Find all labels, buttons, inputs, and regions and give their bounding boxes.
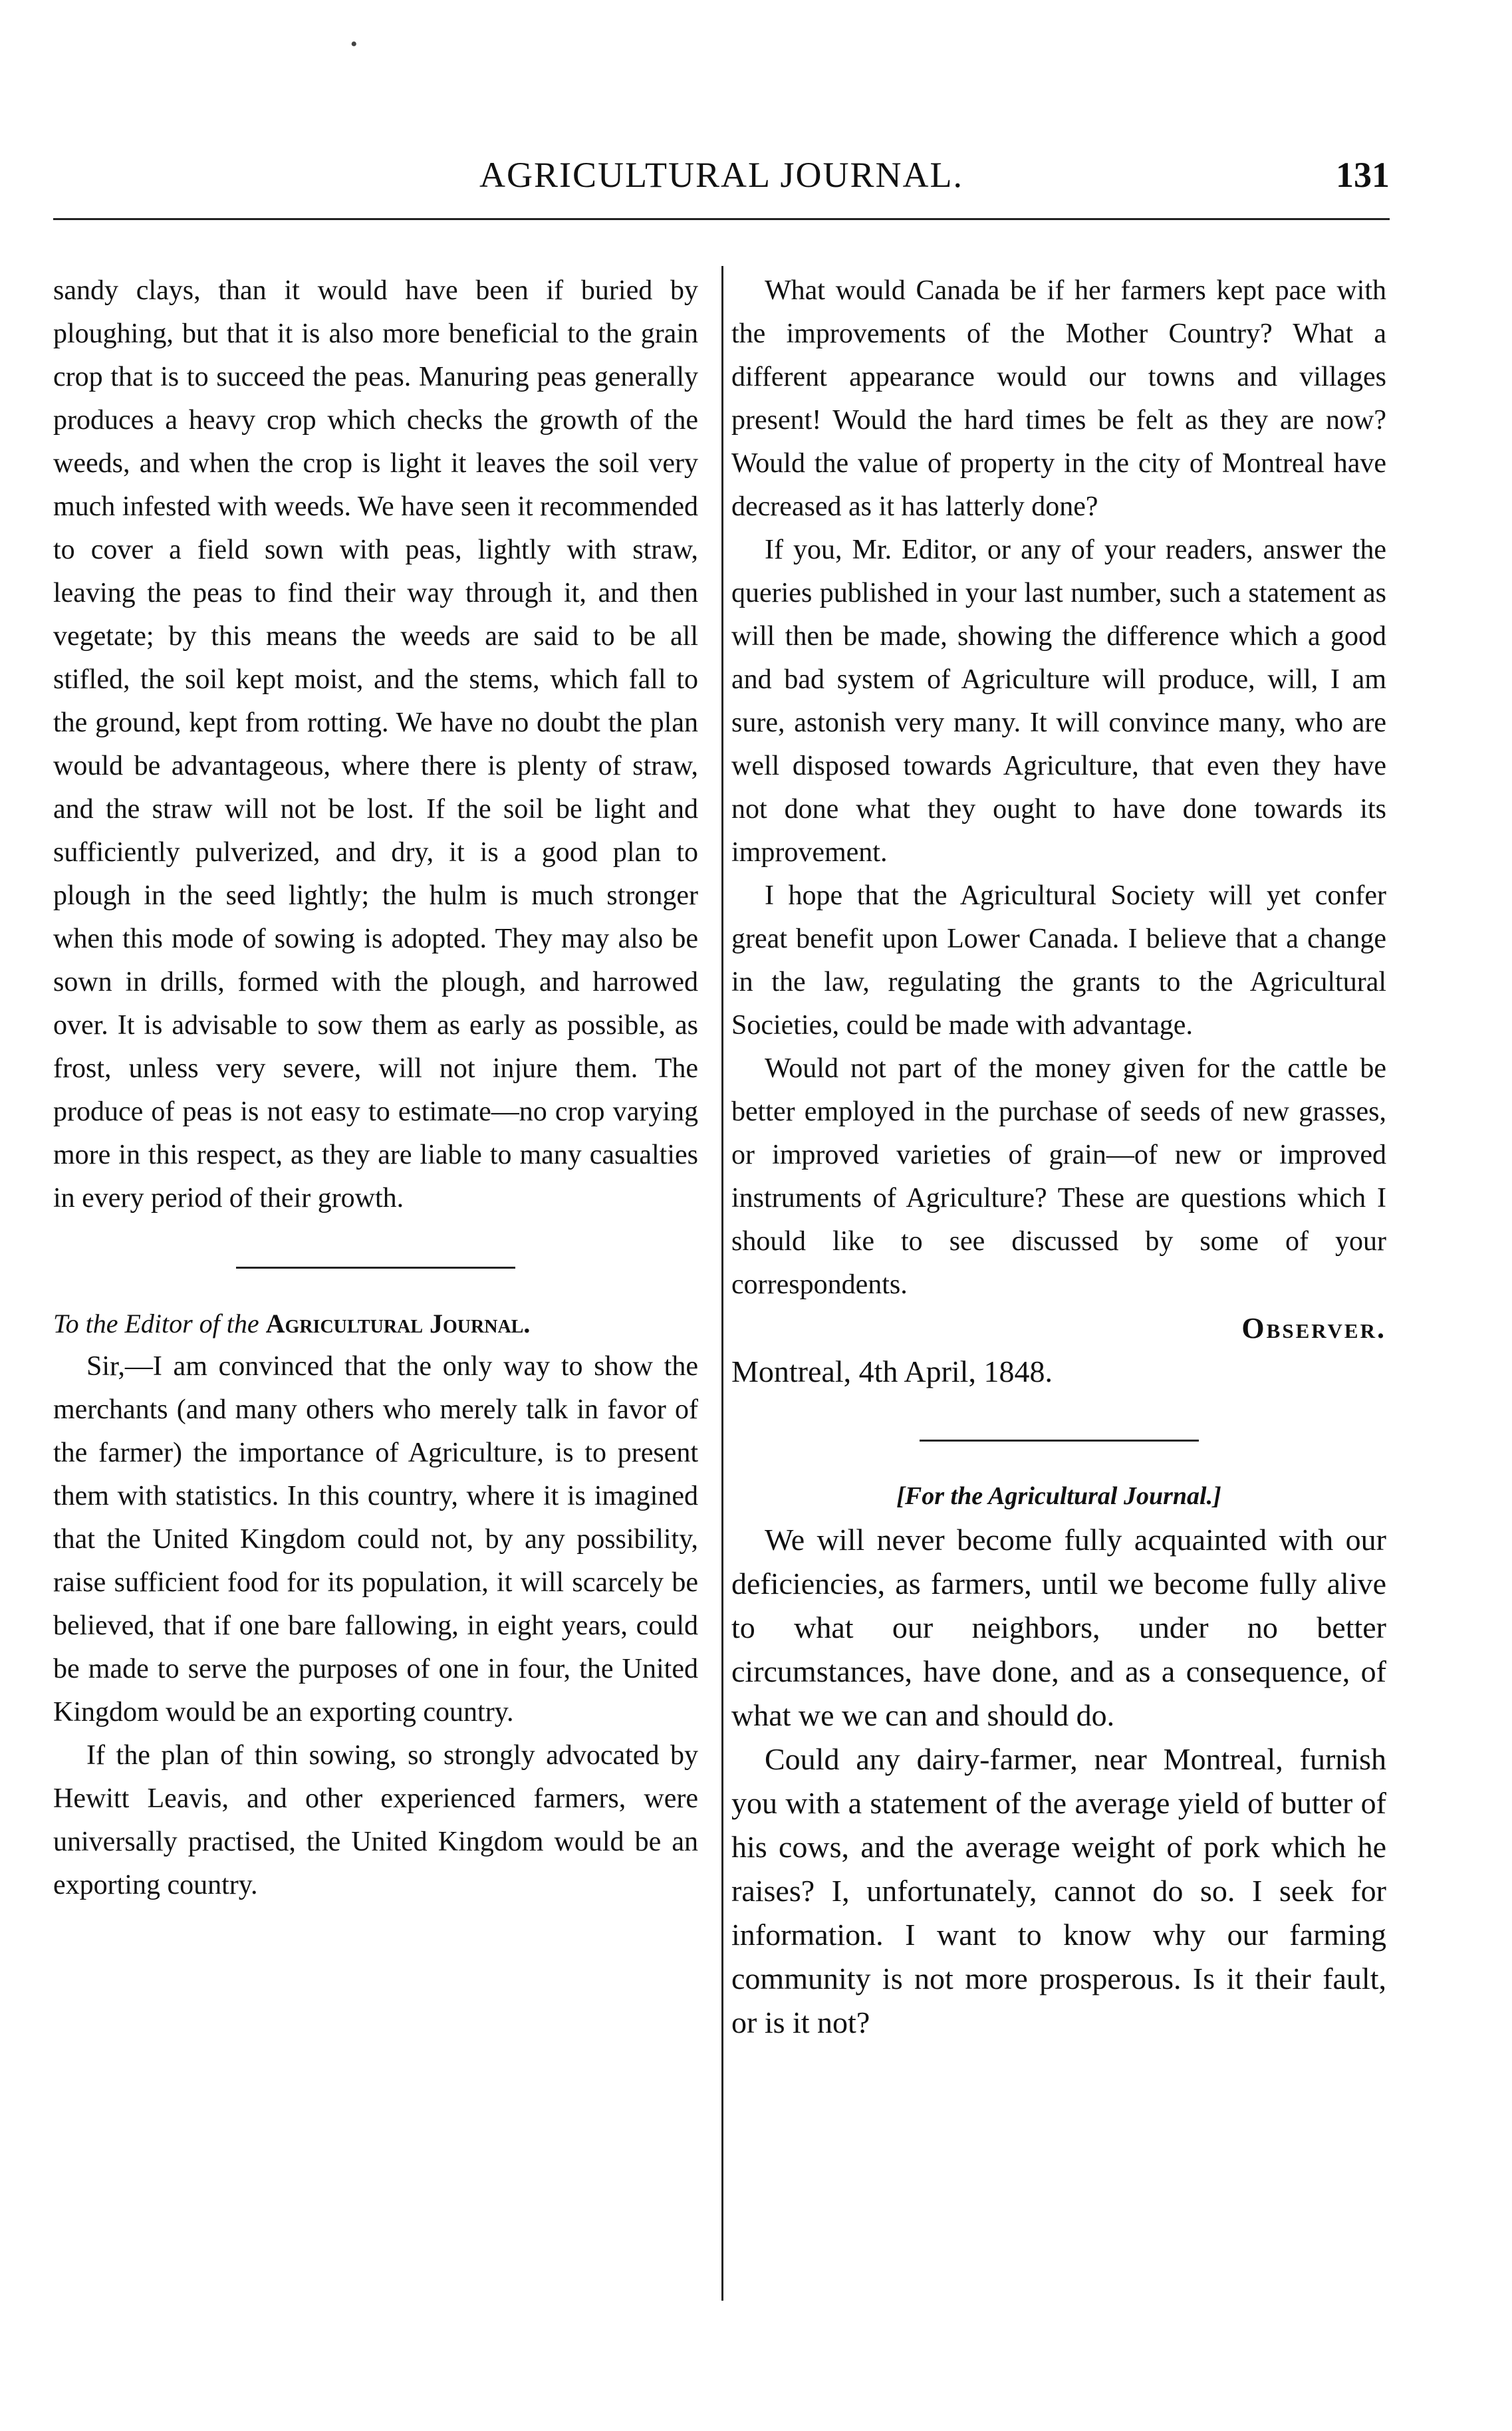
section-heading: [For the Agricultural Journal.] [896, 1482, 1221, 1510]
column-divider [721, 266, 723, 2301]
page-header [53, 154, 1390, 221]
running-title: AGRICULTURAL JOURNAL. [479, 155, 964, 195]
right-paragraph-5: We will never become fully acquainted with our deficiencies, as farmers, until we become fully alive to what our neighbors, under no better circumstances, have done, and as a consequence, of what we we can and should do. [731, 1523, 1386, 1732]
right-paragraph-1: What would Canada be if her farmers kept pace with the improvements of the Mother Country? What a different appearance would our towns and villages present! Would the hard times be felt as they are now? Would the value of property in the city of Montreal have decreased as it has latterly done? [731, 275, 1386, 522]
header-rule [53, 218, 1390, 220]
letter-address-prefix: To the Editor of the [53, 1309, 259, 1339]
letter-address [53, 1302, 698, 1345]
right-paragraph-4: Would not part of the money given for the cattle be better employed in the purchase of seeds of new grasses, or improved varieties of grain—of new or improved instruments of Agriculture? These are questions which I should like to see discussed by some of your correspondents. [731, 1053, 1386, 1300]
left-paragraph-3: If the plan of thin sowing, so strongly advocated by Hewitt Leavis, and other experienced farmers, were universally practised, the United Kingdom would be an exporting country. [53, 1740, 698, 1900]
right-paragraph-2: If you, Mr. Editor, or any of your readers, answer the queries published in your last number, such a statement as will then be made, showing the difference which a good and bad system of Agriculture will produce, will, I am sure, astonish very many. It will convince many, who are well disposed towards Agriculture, that even they have not done what they ought to have done towards its improvement. [731, 535, 1386, 868]
page-number: 131 [1336, 155, 1390, 195]
stray-mark: • [350, 33, 358, 55]
letter-address-journal: Agricultural Journal. [265, 1309, 531, 1339]
right-paragraph-6: Could any dairy-farmer, near Montreal, furnish you with a statement of the average yield of butter of his cows, and the average weight of pork which he raises? I, unfortunately, cannot do so. I seek for information. I want to know why our farming community is not more prosperous. Is it their fault, or is it not? [731, 1742, 1386, 2039]
section-rule-right [920, 1440, 1199, 1442]
left-paragraph-1: sandy clays, than it would have been if buried by ploughing, but that it is also more beneficial to the grain crop that is to succeed the peas. Manuring peas generally produces a heavy crop which checks the growth of the weeds, and when the crop is light it leaves the soil very much infested with weeds. We have seen it recommended to cover a field sown with peas, lightly with straw, leaving the peas to find their way through it, and then vegetate; by this means the weeds are said to be all stifled, the soil kept moist, and the stems, which fall to the ground, kept from rotting. We have no doubt the plan would be advantageous, where there is plenty of straw, and the straw will not be lost. If the soil be light and sufficiently pulverized, and dry, it is a good plan to plough in the seed lightly; the hulm is much stronger when this mode of sowing is adopted. They may also be sown in drills, formed with the plough, and harrowed over. It is advisable to sow them as early as possible, as frost, unless very severe, will not injure them. The produce of peas is not easy to estimate—no crop varying more in this respect, as they are liable to many casualties in every period of their growth. [53, 275, 698, 1214]
right-column [731, 269, 1386, 2045]
section-rule [236, 1267, 515, 1269]
left-paragraph-2: Sir,—I am convinced that the only way to show the merchants (and many others who merely talk in favor of the farmer) the importance of Agriculture, is to present them with statistics. In this country, where it is imagined that the United Kingdom could not, by any possibility, raise sufficient food for its population, it will scarcely be believed, that if one bare fallowing, in eight years, could be made to serve the purposes of one in four, the United Kingdom would be an exporting country. [53, 1351, 698, 1727]
right-paragraph-3: I hope that the Agricultural Society will yet confer great benefit upon Lower Canada. I believe that a change in the law, regulating the grants to the Agricultural Societies, could be made with advantage. [731, 880, 1386, 1041]
left-column [53, 269, 698, 1907]
place-date: Montreal, 4th April, 1848. [731, 1354, 1053, 1388]
signature: Observer. [1241, 1312, 1386, 1344]
